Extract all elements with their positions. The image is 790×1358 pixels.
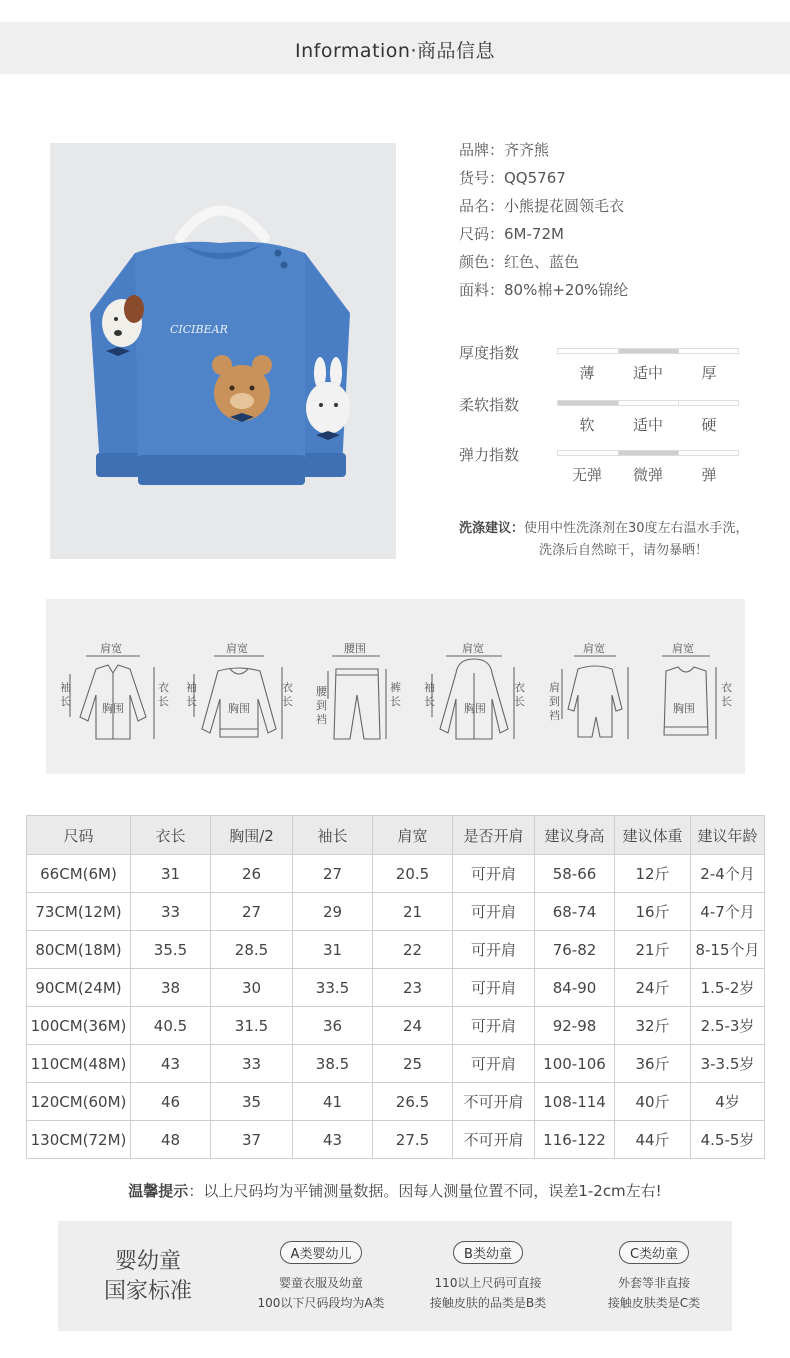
product-photo <box>50 143 396 559</box>
table-cell: 31 <box>131 855 211 893</box>
label-shoulder: 肩宽 <box>100 642 122 655</box>
table-cell: 4.5-5岁 <box>691 1121 765 1159</box>
table-cell: 46 <box>131 1083 211 1121</box>
table-header: 是否开肩 <box>453 816 535 855</box>
table-cell: 108-114 <box>535 1083 615 1121</box>
elasticity-index <box>459 444 759 494</box>
index-options <box>557 362 739 382</box>
table-cell: 21斤 <box>615 931 691 969</box>
category-line: 110以上尺码可直接 <box>434 1276 542 1290</box>
spec-brand: 品牌：齐齐熊 <box>459 141 550 159</box>
spec-size: 尺码：6M-72M <box>459 225 564 243</box>
index-options <box>557 414 739 434</box>
spec-item-number: 货号：QQ5767 <box>459 169 566 187</box>
table-cell: 37 <box>211 1121 293 1159</box>
table-cell: 2-4个月 <box>691 855 765 893</box>
category-line: 婴童衣服及幼童 <box>278 1276 363 1290</box>
label-shoulder: 肩宽 <box>226 642 248 655</box>
selected-segment <box>558 401 618 405</box>
table-cell: 23 <box>373 969 453 1007</box>
index-option: 硬 <box>701 416 717 434</box>
index-option: 薄 <box>579 364 595 382</box>
label-waist: 腰围 <box>344 642 366 655</box>
table-cell: 4岁 <box>691 1083 765 1121</box>
table-header: 胸围/2 <box>211 816 293 855</box>
index-option: 微弹 <box>632 466 663 484</box>
table-cell: 4-7个月 <box>691 893 765 931</box>
table-cell: 35.5 <box>131 931 211 969</box>
section-title: Information·商品信息 <box>294 40 496 62</box>
table-cell: 73CM(12M) <box>27 893 131 931</box>
table-cell: 可开肩 <box>453 1045 535 1083</box>
category-description <box>569 1273 739 1313</box>
label-length: 衣 <box>282 681 293 694</box>
romper-diagram <box>562 656 628 739</box>
category-line: 接触皮肤的品类是B类 <box>429 1296 547 1310</box>
hoodie-diagram <box>432 656 514 739</box>
label-waist-crotch: 到 <box>316 699 327 712</box>
label-sleeve: 长 <box>186 695 197 708</box>
garment-diagrams <box>46 599 745 774</box>
table-cell: 可开肩 <box>453 931 535 969</box>
category-badge: A类婴幼儿 <box>280 1241 363 1264</box>
spec-list <box>459 140 779 308</box>
table-cell: 116-122 <box>535 1121 615 1159</box>
wash-advice <box>459 518 779 562</box>
table-cell: 不可开肩 <box>453 1083 535 1121</box>
label-length: 长 <box>282 695 293 708</box>
index-label: 厚度指数 <box>459 344 520 362</box>
index-scale-bar <box>557 450 739 456</box>
label-pants-length: 长 <box>390 695 401 708</box>
table-cell: 90CM(24M) <box>27 969 131 1007</box>
spec-fabric: 面料：80%棉+20%锦纶 <box>459 281 629 299</box>
table-row <box>27 1045 765 1083</box>
table-cell: 1.5-2岁 <box>691 969 765 1007</box>
table-cell: 40斤 <box>615 1083 691 1121</box>
standard-title-line1: 婴幼童 <box>114 1249 181 1274</box>
thickness-index <box>459 342 759 392</box>
table-cell: 27 <box>211 893 293 931</box>
label-sleeve: 袖 <box>424 681 435 694</box>
selected-segment <box>618 349 678 353</box>
index-option: 软 <box>579 416 595 434</box>
table-cell: 92-98 <box>535 1007 615 1045</box>
table-cell: 27 <box>293 855 373 893</box>
category-description <box>403 1273 573 1313</box>
table-cell: 66CM(6M) <box>27 855 131 893</box>
table-cell: 24 <box>373 1007 453 1045</box>
label-length: 衣 <box>721 681 732 694</box>
softness-index <box>459 394 759 444</box>
table-cell: 38.5 <box>293 1045 373 1083</box>
table-row <box>27 855 765 893</box>
table-row <box>27 1007 765 1045</box>
table-cell: 可开肩 <box>453 855 535 893</box>
table-row <box>27 1083 765 1121</box>
label-chest: 胸围 <box>673 702 695 715</box>
pants-diagram <box>328 656 386 739</box>
table-cell: 110CM(48M) <box>27 1045 131 1083</box>
table-cell: 44斤 <box>615 1121 691 1159</box>
table-cell: 29 <box>293 893 373 931</box>
table-cell: 8-15个月 <box>691 931 765 969</box>
standard-title <box>78 1247 218 1307</box>
table-cell: 33 <box>211 1045 293 1083</box>
spec-color: 颜色：红色、蓝色 <box>459 253 580 271</box>
tip-label: 温馨提示 <box>128 1182 189 1200</box>
standard-title-line2: 国家标准 <box>103 1279 192 1304</box>
table-header-row <box>27 816 765 855</box>
size-chart-table <box>26 815 765 1159</box>
table-row <box>27 931 765 969</box>
table-header: 建议体重 <box>615 816 691 855</box>
label-shoulder-crotch: 到 <box>549 695 560 708</box>
section-header <box>0 22 790 74</box>
scale-divider <box>618 400 619 406</box>
table-cell: 36斤 <box>615 1045 691 1083</box>
table-cell: 58-66 <box>535 855 615 893</box>
table-cell: 84-90 <box>535 969 615 1007</box>
index-label: 弹力指数 <box>459 446 520 464</box>
index-option: 适中 <box>632 416 663 434</box>
label-length: 衣 <box>514 681 525 694</box>
table-cell: 100-106 <box>535 1045 615 1083</box>
scale-divider <box>678 400 679 406</box>
table-cell: 36 <box>293 1007 373 1045</box>
table-cell: 2.5-3岁 <box>691 1007 765 1045</box>
wash-line1: 使用中性洗涤剂在30度左右温水手洗， <box>524 521 749 536</box>
table-cell: 40.5 <box>131 1007 211 1045</box>
table-cell: 33.5 <box>293 969 373 1007</box>
table-cell: 30 <box>211 969 293 1007</box>
table-cell: 33 <box>131 893 211 931</box>
table-header: 袖长 <box>293 816 373 855</box>
table-cell: 25 <box>373 1045 453 1083</box>
index-label: 柔软指数 <box>459 396 520 414</box>
sweater-diagram <box>194 656 282 739</box>
label-sleeve: 袖 <box>186 681 197 694</box>
table-cell: 12斤 <box>615 855 691 893</box>
index-scale-bar <box>557 348 739 354</box>
table-cell: 可开肩 <box>453 893 535 931</box>
label-shoulder-crotch: 肩 <box>549 681 560 694</box>
sweater-illustration <box>50 143 396 559</box>
wash-line2: 洗涤后自然晾干，请勿暴晒！ <box>539 543 709 558</box>
table-row <box>27 893 765 931</box>
table-body <box>27 855 765 1159</box>
table-header: 肩宽 <box>373 816 453 855</box>
table-header: 衣长 <box>131 816 211 855</box>
label-length: 长 <box>158 695 169 708</box>
table-cell: 43 <box>293 1121 373 1159</box>
table-cell: 31.5 <box>211 1007 293 1045</box>
label-length: 长 <box>721 695 732 708</box>
table-cell: 68-74 <box>535 893 615 931</box>
chest-text: CICIBEAR <box>170 323 228 336</box>
table-cell: 21 <box>373 893 453 931</box>
spec-product-name: 品名：小熊提花圆领毛衣 <box>459 197 625 215</box>
standard-category-c <box>569 1241 739 1313</box>
table-cell: 26.5 <box>373 1083 453 1121</box>
label-length: 衣 <box>158 681 169 694</box>
table-cell: 不可开肩 <box>453 1121 535 1159</box>
label-shoulder: 肩宽 <box>462 642 484 655</box>
garment-measurement-panel <box>46 599 745 774</box>
label-pants-length: 裤 <box>390 681 401 694</box>
label-waist-crotch: 腰 <box>316 685 327 698</box>
table-header: 建议身高 <box>535 816 615 855</box>
table-cell: 35 <box>211 1083 293 1121</box>
category-line: 100以下尺码段均为A类 <box>257 1296 385 1310</box>
table-cell: 20.5 <box>373 855 453 893</box>
label-shoulder-crotch: 裆 <box>549 709 560 722</box>
category-line: 外套等非直接 <box>617 1276 690 1290</box>
label-waist-crotch: 裆 <box>316 713 327 726</box>
table-cell: 3-3.5岁 <box>691 1045 765 1083</box>
table-cell: 43 <box>131 1045 211 1083</box>
table-header: 尺码 <box>27 816 131 855</box>
category-line: 接触皮肤类是C类 <box>607 1296 701 1310</box>
label-sleeve: 长 <box>60 695 71 708</box>
table-cell: 可开肩 <box>453 1007 535 1045</box>
index-option: 厚 <box>701 364 717 382</box>
table-cell: 27.5 <box>373 1121 453 1159</box>
scale-divider <box>678 450 679 456</box>
table-cell: 32斤 <box>615 1007 691 1045</box>
scale-divider <box>618 450 619 456</box>
table-cell: 100CM(36M) <box>27 1007 131 1045</box>
scale-divider <box>678 348 679 354</box>
scale-divider <box>618 348 619 354</box>
table-cell: 80CM(18M) <box>27 931 131 969</box>
table-cell: 120CM(60M) <box>27 1083 131 1121</box>
national-standard-panel <box>58 1221 732 1331</box>
table-cell: 38 <box>131 969 211 1007</box>
standard-category-a <box>236 1241 406 1313</box>
table-header: 建议年龄 <box>691 816 765 855</box>
vest-diagram <box>662 656 716 739</box>
table-cell: 31 <box>293 931 373 969</box>
category-badge: C类幼童 <box>619 1241 689 1264</box>
label-shoulder: 肩宽 <box>583 642 605 655</box>
label-chest: 胸围 <box>228 702 250 715</box>
selected-segment <box>618 451 678 455</box>
label-chest: 胸围 <box>102 702 124 715</box>
index-option: 无弹 <box>571 466 602 484</box>
label-sleeve: 长 <box>424 695 435 708</box>
table-row <box>27 1121 765 1159</box>
label-length: 长 <box>514 695 525 708</box>
tip-text: ：以上尺码均为平铺测量数据。因每人测量位置不同，误差1-2cm左右! <box>188 1182 662 1200</box>
index-option: 弹 <box>701 466 717 484</box>
table-cell: 可开肩 <box>453 969 535 1007</box>
table-cell: 28.5 <box>211 931 293 969</box>
label-chest: 胸围 <box>464 702 486 715</box>
category-description <box>236 1273 406 1313</box>
label-shoulder: 肩宽 <box>672 642 694 655</box>
table-cell: 48 <box>131 1121 211 1159</box>
table-cell: 16斤 <box>615 893 691 931</box>
category-badge: B类幼童 <box>453 1241 523 1264</box>
standard-category-b <box>403 1241 573 1313</box>
table-cell: 26 <box>211 855 293 893</box>
measurement-tip <box>0 1180 790 1201</box>
table-cell: 41 <box>293 1083 373 1121</box>
table-cell: 22 <box>373 931 453 969</box>
index-options <box>557 464 739 484</box>
index-scale-bar <box>557 400 739 406</box>
table-cell: 24斤 <box>615 969 691 1007</box>
index-option: 适中 <box>632 364 663 382</box>
table-cell: 76-82 <box>535 931 615 969</box>
table-row <box>27 969 765 1007</box>
shirt-diagram <box>70 656 154 739</box>
label-sleeve: 袖 <box>60 681 71 694</box>
table-cell: 130CM(72M) <box>27 1121 131 1159</box>
wash-title: 洗涤建议： <box>459 521 525 536</box>
